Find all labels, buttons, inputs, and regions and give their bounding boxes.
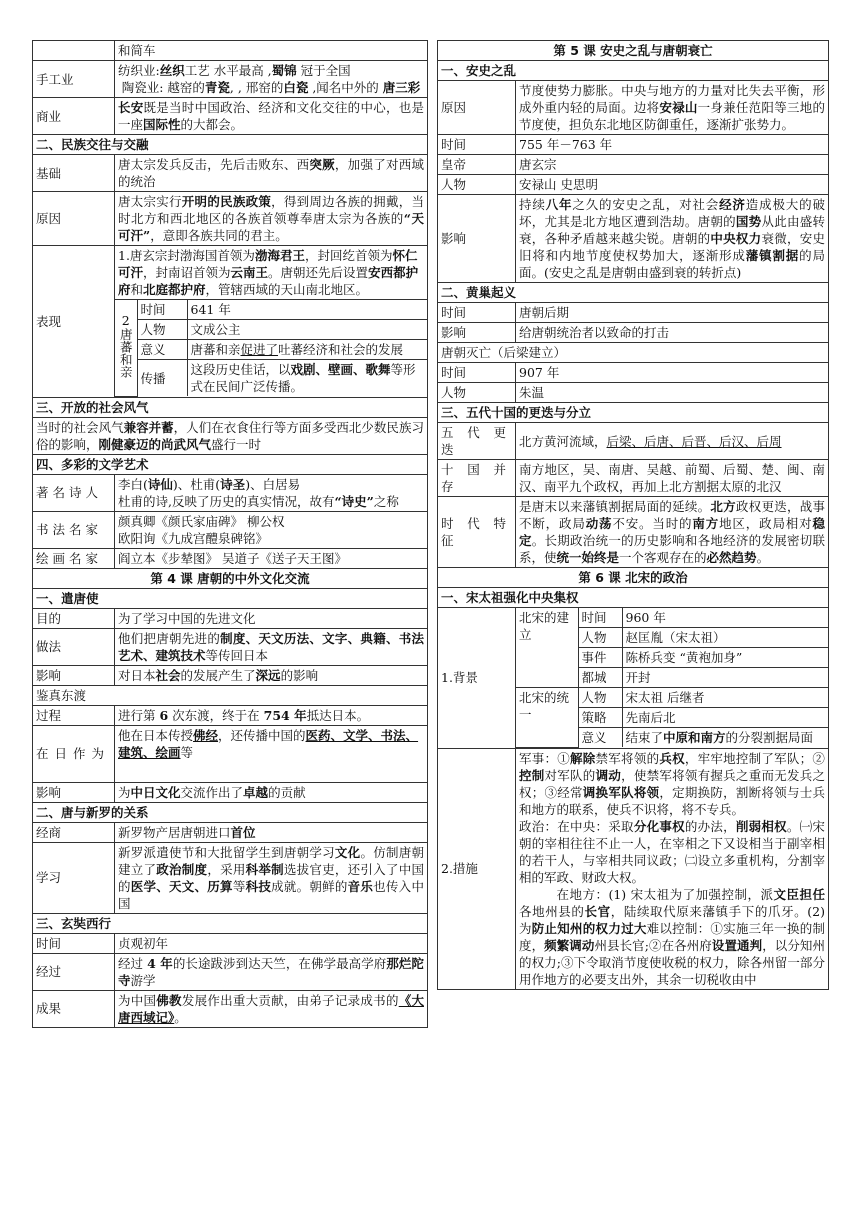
- label-biaoxian: 表现: [33, 246, 115, 398]
- lesson-title: 第 5 课 安史之乱与唐朝衰亡: [438, 41, 829, 61]
- section-heading: 二、唐与新罗的关系: [33, 802, 428, 822]
- table-row: [33, 41, 428, 61]
- table-row: [33, 511, 428, 548]
- section-heading: 三、开放的社会风气: [33, 397, 428, 417]
- table-row: 人物 安禄山 史思明: [438, 175, 829, 195]
- section-heading: 二、黄巢起义: [438, 283, 829, 303]
- cell-tezheng: 是唐末以来藩镇割据局面的延续。北方政权更迭，战事不断，政局动荡不安。当时的南方地区，政局相对稳定。长期政治统一的历史影响和各地经济的发展密切联系，使统一始终是一个客观存在的必然趋势。: [516, 497, 829, 568]
- label-shangye: 商业: [33, 98, 115, 135]
- cell-shougongye: 纺织业:丝织工艺 水平最高 ,蜀锦 冠于全国 陶瓷业: 越窑的青瓷, , 邢窑的白瓷 ,闻名中外的 唐三彩: [115, 61, 428, 98]
- cell-cuoshi: 军事：①解除禁军将领的兵权，牢牢地控制了军队；②控制对军队的调动，使禁军将领有握兵之重而无发兵之权；③经常调换军队将领，定期换防，割断将领与士兵和地方的联系，使兵不识将，将不专兵。 政治：在中央：采取分化事权的办法，削弱相权。㈠宋朝的宰相往往不止一人，在宰相之下又设相当于副宰相的若干人，与宰相共同议政；㈡设立多重机构，分割宰相的军政、财政大权。 在地方：(1) 宋太祖为了加强控制，派文臣担任各地州县的长官，陆续取代原来藩镇手下的爪牙。(2) 为防止知州的权力过大难以控制：①实施三年一换的制度，频繁调动州县长官;②在各州府设置通判，以分知州的权力;③下令取消节度使收税的权力，除各州留一部分用作地方的必要支出外，其余一切税收由中: [516, 748, 829, 989]
- section-heading: 一、安史之乱: [438, 61, 829, 81]
- table-row: 原因 节度使势力膨胀。中央与地方的力量对比失去平衡，形成外重内轻的局面。边将安禄山一身兼任范阳等三地的节度使，担负东北地区防御重任，逐渐扩张势力。: [438, 81, 829, 135]
- cell-xz-shijian: 贞观初年: [115, 933, 428, 953]
- table-row: 目的 为了学习中国的先进文化: [33, 608, 428, 628]
- table-row: 人物 朱温: [438, 383, 829, 403]
- lesson-title: 第 4 课 唐朝的中外文化交流: [33, 568, 428, 588]
- cell-yingxiang2: 为中日文化交流作出了卓越的贡献: [115, 782, 428, 802]
- tibo-subtable: 2唐蕃和亲 时间 641 年 人物 文成公主 意义 唐蕃和亲促进了吐蕃经济和社会的发展 传播 这段历史佳话，以戏剧、壁画、歌舞等形式在民间广泛传播。: [115, 299, 427, 397]
- cell-xz-jingguo: 经过 4 年的长途跋涉到达天竺，在佛学最高学府那烂陀寺游学: [115, 953, 428, 990]
- cell-xuexi: 新罗派遣使节和大批留学生到唐朝学习文化。仿制唐朝建立了政治制度，采用科举制选拔官吏，还引入了中国的医学、天文、历算等科技成就。朝鲜的音乐也传入中国: [115, 842, 428, 913]
- right-column-table: [437, 40, 829, 990]
- table-row: [33, 548, 428, 568]
- table-row: 时间 贞观初年: [33, 933, 428, 953]
- cell-mudi: 为了学习中国的先进文化: [115, 608, 428, 628]
- table-row: 影响 为中日文化交流作出了卓越的贡献: [33, 782, 428, 802]
- cell-shufa: 颜真卿《颜氏家庙碑》 柳公权 欧阳询《九成宫醴泉碑铭》: [115, 511, 428, 548]
- table-row: 经过 经过 4 年的长途跋涉到达天竺，在佛学最高学府那烂陀寺游学: [33, 953, 428, 990]
- cell-jingshang: 新罗物产居唐朝进口首位: [115, 822, 428, 842]
- table-row: 时间 755 年－763 年: [438, 135, 829, 155]
- label-shiren: 著名诗人: [33, 474, 115, 511]
- table-row: 时间 907 年: [438, 363, 829, 383]
- cell-jiaotong: 和简车: [115, 41, 428, 61]
- cell-shiren: 李白(诗仙)、杜甫(诗圣)、白居易 杜甫的诗,反映了历史的真实情况，故有“诗史”之称: [115, 474, 428, 511]
- table-row: [33, 685, 428, 705]
- table-row: 唐朝灭亡（后梁建立）: [438, 343, 829, 363]
- table-row: 做法 他们把唐朝先进的制度、天文历法、文字、典籍、书法艺术、建筑技术等传回日本: [33, 628, 428, 665]
- cell-yingxiang1: 对日本社会的发展产生了深远的影响: [115, 665, 428, 685]
- beijing-subtable: 北宋的建立 时间 960 年 人物 赵匡胤（宋太祖） 事件 陈桥兵变 “黄袍加身” 都城 开封 北宋的统一 人物 宋太祖 后继者 策略 先南后北 意义 结束了中原和南方的分裂割据局面: [516, 608, 828, 748]
- table-row: 皇帝 唐玄宗: [438, 155, 829, 175]
- cell-guocheng: 进行第 6 次东渡，终于在 754 年抵达日本。: [115, 705, 428, 725]
- cell-sec3: 当时的社会风气兼容并蓄，人们在衣食住行等方面多受西北少数民族习俗的影响，刚健豪迈的尚武风气盛行一时: [33, 417, 428, 454]
- cell-r-yingxiang: 持续八年之久的安史之乱，对社会经济造成极大的破坏，尤其是北方地区遭到浩劫。唐朝的国势从此由盛转衰，各种矛盾越来越尖锐。唐朝的中央权力衰微，安史旧将和内地节度使权势加大，逐渐形成藩镇割据的局面。(安史之乱是唐朝由盛到衰的转折点): [516, 195, 829, 283]
- label-shougongye: 手工业: [33, 61, 115, 98]
- table-row: [33, 246, 428, 398]
- cell-biaoxian: 1.唐玄宗封渤海国首领为渤海君王，封回纥首领为怀仁可汗，封南诏首领为云南王。唐朝还先后设置安西都护府和北庭都护府，管辖西域的天山南北地区。 2唐蕃和亲 时间 641 年 人物 文成公主 意义 唐蕃和亲促进了吐蕃经济和社会的发展 传播 这段历史佳话，以戏剧、壁画、歌舞等形式在民间广泛传播。: [115, 246, 428, 398]
- label-shufa: 书法名家: [33, 511, 115, 548]
- tibo-side-label: 2唐蕃和亲: [118, 313, 134, 379]
- table-row: 影响 对日本社会的发展产生了深远的影响: [33, 665, 428, 685]
- section-heading: 四、多彩的文学艺术: [33, 454, 428, 474]
- cell-jianzhen: 鉴真东渡: [33, 685, 428, 705]
- table-row: [33, 474, 428, 511]
- cell-wudai: 北方黄河流域，后梁、后唐、后晋、后汉、后周: [516, 423, 829, 460]
- left-column-table: [32, 40, 428, 1028]
- table-row: [33, 155, 428, 192]
- table-row: 1.背景 北宋的建立 时间 960 年 人物 赵匡胤（宋太祖） 事件 陈桥兵变 “黄袍加身” 都城 开封 北宋的统一 人物 宋太祖 后继者 策略 先南后北 意义 结束了中原和南方的分裂割据局面: [438, 608, 829, 749]
- table-row: 成果 为中国佛教发展作出重大贡献，由弟子记录成书的《大唐西域记》。: [33, 990, 428, 1027]
- section-heading: 一、宋太祖强化中央集权: [438, 588, 829, 608]
- table-row: 时代特征 是唐末以来藩镇割据局面的延续。北方政权更迭，战事不断，政局动荡不安。当时的南方地区，政局相对稳定。长期政治统一的历史影响和各地经济的发展密切联系，使统一始终是一个客观存在的必然趋势。: [438, 497, 829, 568]
- table-row: 影响 持续八年之久的安史之乱，对社会经济造成极大的破坏，尤其是北方地区遭到浩劫。唐朝的国势从此由盛转衰，各种矛盾越来越尖锐。唐朝的中央权力衰微，安史旧将和内地节度使权势加大，逐渐形成藩镇割据的局面。(安史之乱是唐朝由盛到衰的转折点): [438, 195, 829, 283]
- cell-shangye: 长安既是当时中国政治、经济和文化交往的中心，也是一座国际性的大都会。: [115, 98, 428, 135]
- cell-zairi: 他在日本传授佛经，还传播中国的医药、文学、书法、建筑、绘画等: [115, 725, 428, 782]
- cell-shiguo: 南方地区，吴、南唐、吴越、前蜀、后蜀、楚、闽、南汉、南平九个政权，再加上北方割据太原的北汉: [516, 460, 829, 497]
- table-row: 十国并存 南方地区，吴、南唐、吴越、前蜀、后蜀、楚、闽、南汉、南平九个政权，再加上北方割据太原的北汉: [438, 460, 829, 497]
- table-row: [33, 98, 428, 135]
- table-row: 五代更迭 北方黄河流域，后梁、后唐、后晋、后汉、后周: [438, 423, 829, 460]
- lesson-title: 第 6 课 北宋的政治: [438, 568, 829, 588]
- label-yuanyin: 原因: [33, 192, 115, 246]
- table-row: 过程 进行第 6 次东渡，终于在 754 年抵达日本。: [33, 705, 428, 725]
- cell-beijing: [516, 608, 829, 749]
- table-row: 影响 给唐朝统治者以致命的打击: [438, 323, 829, 343]
- table-row: 在日作为 他在日本传授佛经，还传播中国的医药、文学、书法、建筑、绘画等: [33, 725, 428, 782]
- table-row: [33, 61, 428, 98]
- cell-zuofa: 他们把唐朝先进的制度、天文历法、文字、典籍、书法艺术、建筑技术等传回日本: [115, 628, 428, 665]
- cell-jichu: 唐太宗发兵反击，先后击败东、西突厥，加强了对西域的统治: [115, 155, 428, 192]
- section-heading: 三、玄奘西行: [33, 913, 428, 933]
- cell-huihua: 阎立本《步辇图》 吴道子《送子天王图》: [115, 548, 428, 568]
- cell-r-yuanyin: 节度使势力膨胀。中央与地方的力量对比失去平衡，形成外重内轻的局面。边将安禄山一身兼任范阳等三地的节度使，担负东北地区防御重任，逐渐扩张势力。: [516, 81, 829, 135]
- cell-xz-chengguo: 为中国佛教发展作出重大贡献，由弟子记录成书的《大唐西域记》。: [115, 990, 428, 1027]
- section-heading: 三、五代十国的更迭与分立: [438, 403, 829, 423]
- label-jichu: 基础: [33, 155, 115, 192]
- section-heading: 一、遣唐使: [33, 588, 428, 608]
- label-huihua: 绘画名家: [33, 548, 115, 568]
- cell-yuanyin: 唐太宗实行开明的民族政策，得到周边各族的拥戴，当时北方和西北地区的各族首领尊奉唐太宗为各族的“天可汗”，意即各族共同的君主。: [115, 192, 428, 246]
- table-row: 学习 新罗派遣使节和大批留学生到唐朝学习文化。仿制唐朝建立了政治制度，采用科举制选拔官吏，还引入了中国的医学、天文、历算等科技成就。朝鲜的音乐也传入中国: [33, 842, 428, 913]
- table-row: 经商 新罗物产居唐朝进口首位: [33, 822, 428, 842]
- table-row: [33, 417, 428, 454]
- table-row: [33, 192, 428, 246]
- table-row: 2.措施 军事：①解除禁军将领的兵权，牢牢地控制了军队；②控制对军队的调动，使禁军将领有握兵之重而无发兵之权；③经常调换军队将领，定期换防，割断将领与士兵和地方的联系，使兵不识将，将不专兵。 政治：在中央：采取分化事权的办法，削弱相权。㈠宋朝的宰相往往不止一人，在宰相之下又设相当于副宰相的若干人，与宰相共同议政；㈡设立多重机构，分割宰相的军政、财政大权。 在地方：(1) 宋太祖为了加强控制，派文臣担任各地州县的长官，陆续取代原来藩镇手下的爪牙。(2) 为防止知州的权力过大难以控制：①实施三年一换的制度，频繁调动州县长官;②在各州府设置通判，以分知州的权力;③下令取消节度使收税的权力，除各州留一部分用作地方的必要支出外，其余一切税收由中: [438, 748, 829, 989]
- table-row: 时间 唐朝后期: [438, 303, 829, 323]
- section-heading: 二、民族交往与交融: [33, 135, 428, 155]
